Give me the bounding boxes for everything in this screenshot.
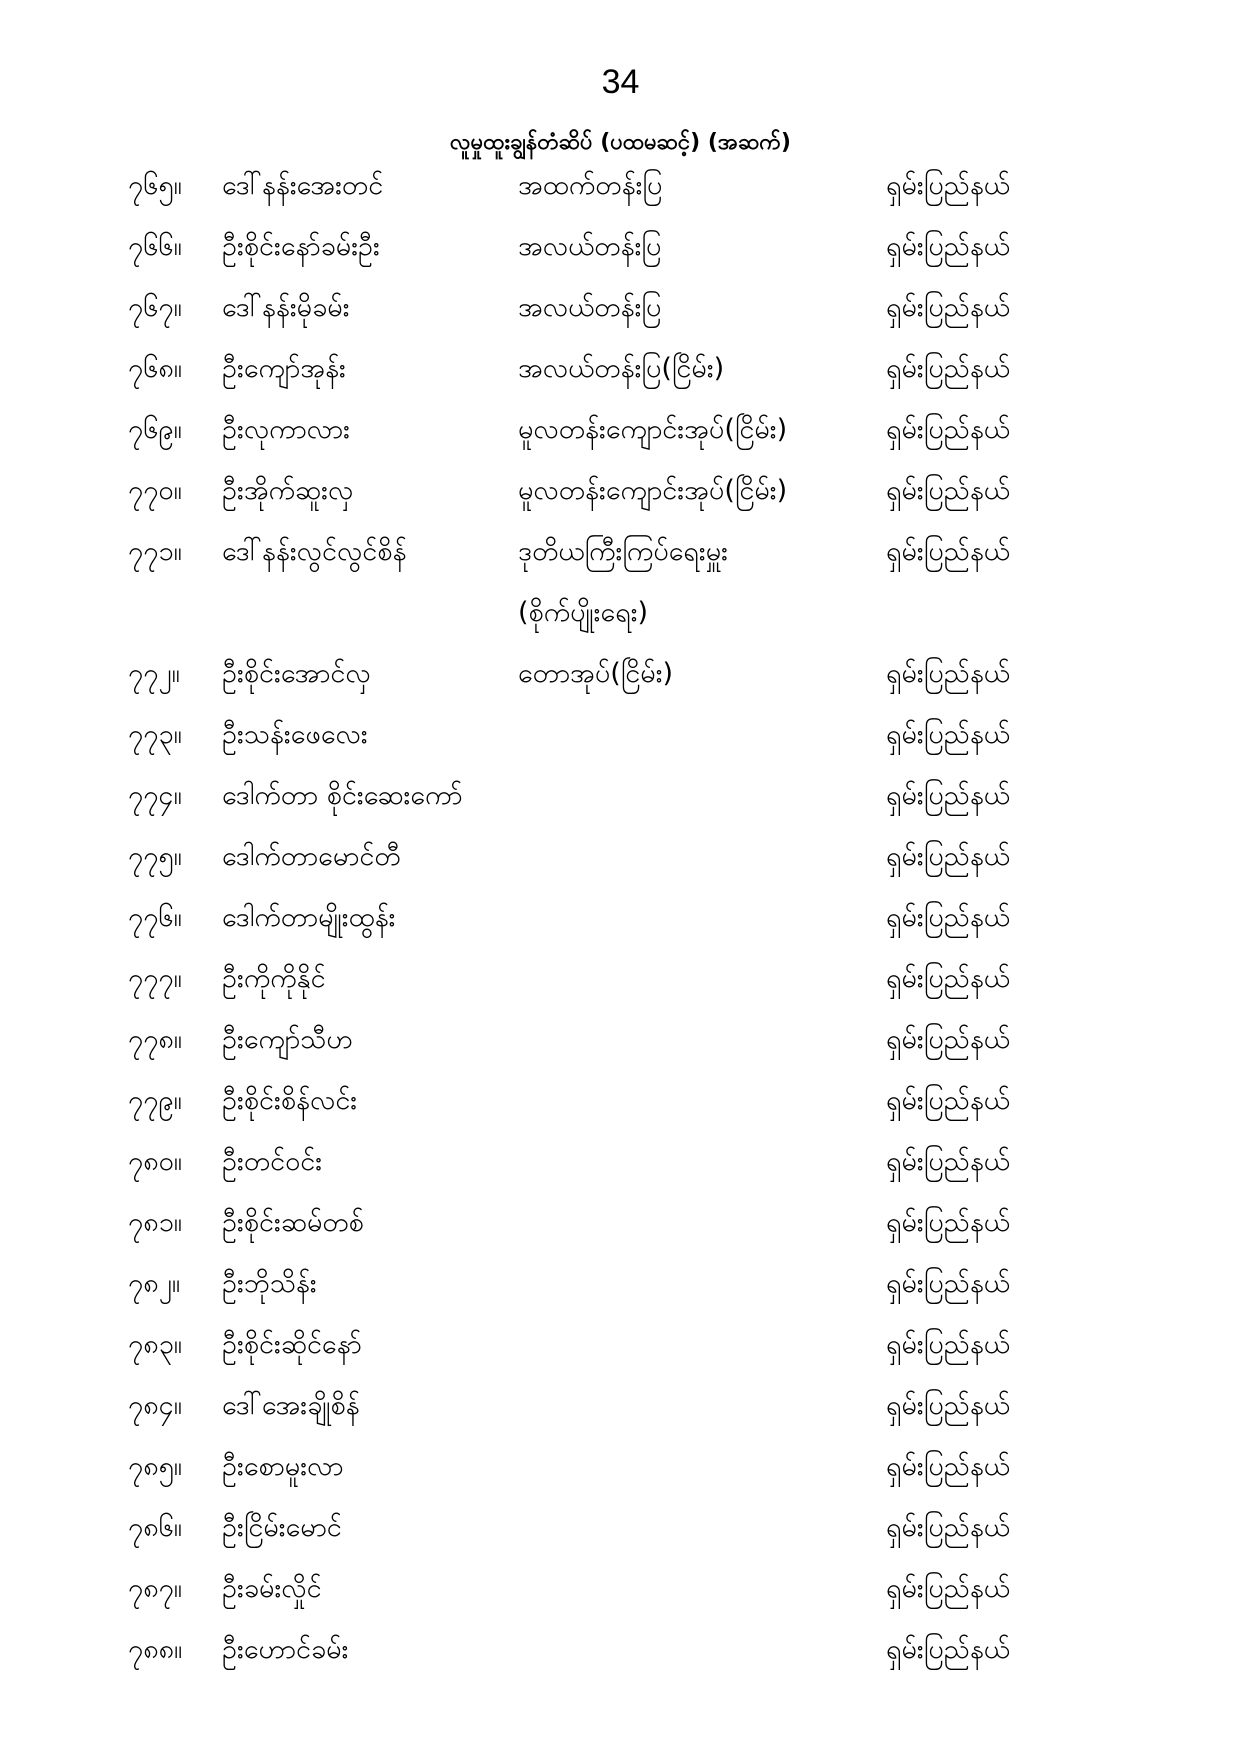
entry-number: ၇၆၇။ [128,292,182,323]
list-item [0,1136,1241,1197]
recipient-name: ဦးကျော်သီဟ [222,1024,353,1055]
recipient-state: ရှမ်းပြည်နယ် [886,475,1011,506]
list-item [0,1075,1241,1136]
entry-number: ၇၈၁။ [128,1207,182,1238]
recipient-state: ရှမ်းပြည်နယ် [886,1329,1011,1360]
recipient-state: ရှမ်းပြည်နယ် [886,1146,1011,1177]
entry-number: ၇၇၃။ [128,719,182,750]
recipient-name: ဦးအိုက်ဆူးလှ [222,475,354,506]
recipient-name: ဦးလုကာလား [222,414,350,445]
list-item [0,1197,1241,1258]
list-item [0,1258,1241,1319]
recipient-name: ဦးတင်ဝင်း [222,1146,323,1177]
list-item [0,282,1241,343]
recipient-name: ဒေါက်တာမောင်တီ [222,841,401,872]
entry-number: ၇၇၈။ [128,1024,182,1055]
recipient-position: ဒုတိယကြီးကြပ်ရေးမှူး [518,536,729,567]
list-item [0,709,1241,770]
list-item [0,587,1241,648]
entry-number: ၇၇၁။ [128,536,182,567]
list-item [0,465,1241,526]
recipient-state: ရှမ်းပြည်နယ် [886,292,1011,323]
recipient-name: ဦးကိုကိုနိုင် [222,963,326,994]
entry-number: ၇၈၇။ [128,1573,182,1604]
recipient-position: မူလတန်းကျောင်းအုပ်(ငြိမ်း) [518,414,788,445]
entry-number: ၇၇၉။ [128,1085,182,1116]
list-item [0,221,1241,282]
recipient-state: ရှမ်းပြည်နယ် [886,1024,1011,1055]
entry-number: ၇၇၇။ [128,963,182,994]
entry-number: ၇၆၉။ [128,414,182,445]
recipient-position: အထက်တန်းပြ [518,170,663,201]
entry-number: ၇၆၈။ [128,353,182,384]
recipient-name: ဦးစောမူးလာ [222,1451,344,1482]
entry-number: ၇၇၀။ [128,475,182,506]
list-item [0,160,1241,221]
recipient-state: ရှမ်းပြည်နယ် [886,841,1011,872]
recipient-list [0,160,1241,1685]
entry-number: ၇၈၃။ [128,1329,182,1360]
list-item [0,892,1241,953]
recipient-state: ရှမ်းပြည်နယ် [886,1634,1011,1665]
recipient-state: ရှမ်းပြည်နယ် [886,1573,1011,1604]
recipient-state: ရှမ်းပြည်နယ် [886,719,1011,750]
recipient-name: ဒေါ်နန်းအေးတင် [222,170,384,201]
recipient-name: ဦးစိုင်းစိန်လင်း [222,1085,358,1116]
recipient-name: ဦးသန်းဖေလေး [222,719,368,750]
entry-number: ၇၇၂။ [128,658,180,689]
entry-number: ၇၆၆။ [128,231,182,262]
list-item [0,1441,1241,1502]
recipient-state: ရှမ်းပြည်နယ် [886,170,1011,201]
list-item [0,770,1241,831]
recipient-position: အလယ်တန်းပြ(ငြိမ်း) [518,353,725,384]
recipient-name: ဦးဘိုသိန်း [222,1268,317,1299]
recipient-name: ဦးစိုင်းဆိုင်နော် [222,1329,362,1360]
recipient-name: ဦးဟောင်ခမ်း [222,1634,349,1665]
entry-number: ၇၈၀။ [128,1146,182,1177]
list-item [0,953,1241,1014]
recipient-state: ရှမ်းပြည်နယ် [886,353,1011,384]
recipient-state: ရှမ်းပြည်နယ် [886,902,1011,933]
recipient-state: ရှမ်းပြည်နယ် [886,231,1011,262]
entry-number: ၇၈၈။ [128,1634,183,1665]
recipient-name: ဦးငြိမ်းမောင် [222,1512,342,1543]
list-item [0,404,1241,465]
list-item [0,1014,1241,1075]
page-heading: လူမှုထူးချွန်တံဆိပ် (ပထမဆင့်) (အဆက်) [450,130,791,155]
recipient-state: ရှမ်းပြည်နယ် [886,1390,1011,1421]
recipient-name: ဦးစိုင်းနော်ခမ်းဦး [222,231,380,262]
recipient-position: တောအုပ်(ငြိမ်း) [518,658,674,689]
list-item [0,1624,1241,1685]
recipient-name: ဒေါ်အေးချိုစိန် [222,1390,360,1421]
recipient-name: ဦးကျော်အုန်း [222,353,346,384]
recipient-state: ရှမ်းပြည်နယ် [886,1085,1011,1116]
recipient-position: မူလတန်းကျောင်းအုပ်(ငြိမ်း) [518,475,788,506]
list-item [0,648,1241,709]
recipient-state: ရှမ်းပြည်နယ် [886,963,1011,994]
list-item [0,526,1241,587]
recipient-state: ရှမ်းပြည်နယ် [886,658,1011,689]
list-item [0,1380,1241,1441]
list-item [0,343,1241,404]
entry-number: ၇၇၆။ [128,902,182,933]
entry-number: ၇၈၅။ [128,1451,182,1482]
entry-number: ၇၇၅။ [128,841,182,872]
list-item [0,1502,1241,1563]
recipient-state: ရှမ်းပြည်နယ် [886,414,1011,445]
list-item [0,1563,1241,1624]
recipient-state: ရှမ်းပြည်နယ် [886,1207,1011,1238]
list-item [0,831,1241,892]
page-number: 34 [601,63,640,101]
recipient-name: ဦးခမ်းလှိုင် [222,1573,322,1604]
recipient-name: ဒေါ်နန်းမိုခမ်း [222,292,350,323]
recipient-position: အလယ်တန်းပြ [518,292,662,323]
recipient-state: ရှမ်းပြည်နယ် [886,1512,1011,1543]
recipient-state: ရှမ်းပြည်နယ် [886,1451,1011,1482]
recipient-state: ရှမ်းပြည်နယ် [886,780,1011,811]
entry-number: ၇၇၄။ [128,780,182,811]
list-item [0,1319,1241,1380]
entry-number: ၇၆၅။ [128,170,182,201]
recipient-name: ဦးစိုင်းအောင်လှ [222,658,371,689]
recipient-position: (စိုက်ပျိုးရေး) [518,597,649,628]
recipient-position: အလယ်တန်းပြ [518,231,662,262]
recipient-name: ဒေါက်တာမျိုးထွန်း [222,902,396,933]
recipient-state: ရှမ်းပြည်နယ် [886,1268,1011,1299]
entry-number: ၇၈၄။ [128,1390,182,1421]
entry-number: ၇၈၆။ [128,1512,182,1543]
recipient-name: ဒေါက်တာ စိုင်းဆေးကော် [222,780,463,811]
recipient-state: ရှမ်းပြည်နယ် [886,536,1011,567]
entry-number: ၇၈၂။ [128,1268,181,1299]
recipient-name: ဒေါ်နန်းလွင်လွင်စိန် [222,536,407,567]
recipient-name: ဦးစိုင်းဆမ်တစ် [222,1207,364,1238]
